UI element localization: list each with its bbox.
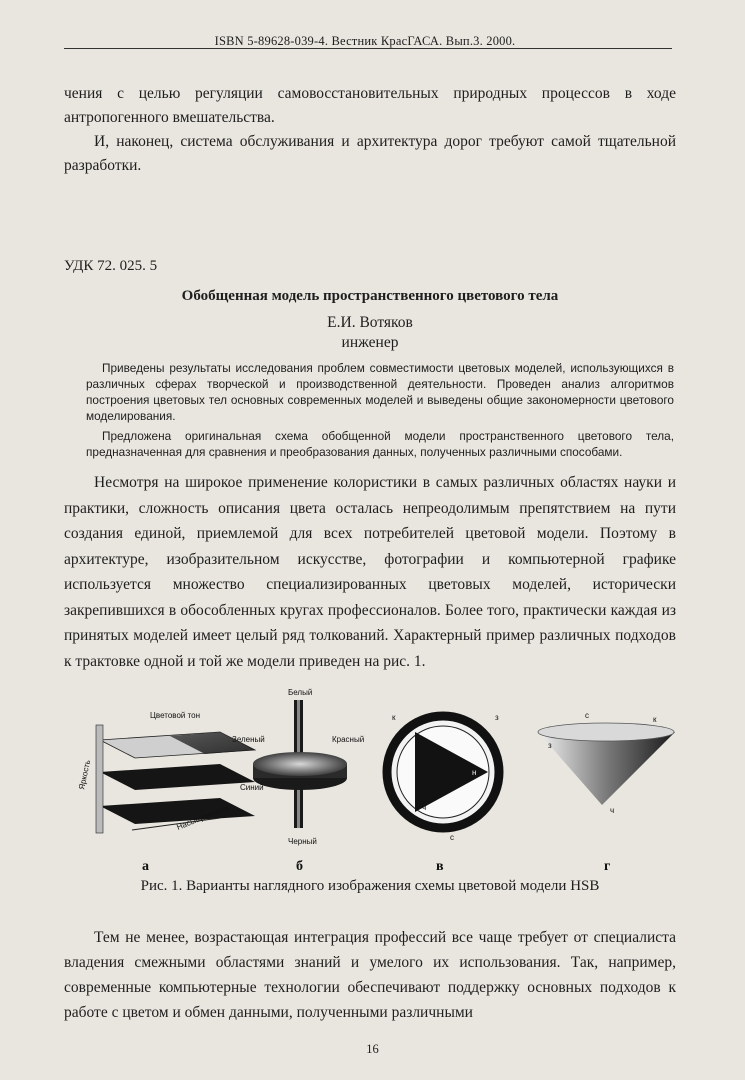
label-c-s: с: [450, 833, 454, 842]
label-d-s: с: [585, 711, 589, 720]
running-header: ISBN 5-89628-039-4. Вестник КрасГАСА. Вып.3. 2000.: [214, 34, 516, 48]
subfigure-d-label: г: [604, 859, 611, 874]
label-black: Черный: [288, 837, 317, 846]
label-c-k: к: [392, 713, 396, 722]
figure-c: [387, 713, 499, 874]
label-c-ch: ч: [422, 803, 427, 812]
subfigure-a-label: а: [142, 859, 149, 874]
author-name: Е.И. Вотяков: [327, 314, 413, 331]
figure-caption: Рис. 1. Варианты наглядного изображения схемы цветовой модели HSB: [140, 878, 600, 894]
figure-a: [77, 711, 255, 874]
body-paragraph: Несмотря на широкое применение колористики в самых различных областях науки и практики, сложность описания цвета осталась непреодолимым препятствием на пути создания единой, приемлемой для всех потребителей цветовой модели. Поэтому в архитектуре, изобразительном искусстве, фотографии и компьютерной графике используется множество специализированных цветовых моделей, исторически закрепившихся в обособленных кругах профессионалов. Более того, практически каждая из принятых моделей имеет целый ряд толкований. Характерный пример различных подходов к трактовке одной и той же модели приведен на рис. 1.: [64, 474, 676, 670]
header-rule: [64, 48, 672, 49]
label-c-n: н: [472, 768, 477, 777]
label-brightness: Яркость: [77, 759, 93, 791]
brightness-axis: [96, 725, 103, 833]
label-red: Красный: [332, 735, 365, 744]
label-green: Зеленый: [232, 735, 265, 744]
disk-top: [253, 752, 347, 776]
plane-bottom: [100, 798, 255, 824]
label-c-z: з: [495, 713, 499, 722]
udk-code: УДК 72. 025. 5: [64, 258, 158, 274]
label-d-ch: ч: [610, 806, 615, 815]
intro-paragraph-1: чения с целью регуляции самовосстановительных природных процессов в ходе антропогенного вмешательства.: [64, 85, 676, 126]
label-d-z: з: [548, 741, 552, 750]
author-role: инженер: [341, 334, 399, 351]
label-d-k: к: [653, 715, 657, 724]
page-number: 16: [366, 1042, 379, 1056]
label-blue: Синий: [240, 783, 264, 792]
plane-middle: [100, 764, 255, 790]
article-title: Обобщенная модель пространственного цветового тела: [181, 288, 559, 304]
figure-d: [538, 711, 675, 874]
subfigure-b-label: б: [296, 859, 303, 874]
abstract-paragraph-2: Предложена оригинальная схема обобщенной модели пространственного цветового тела, предназначенная для сравнения и преобразования данных, полученных различными способами.: [86, 429, 674, 459]
cone-top: [538, 723, 674, 741]
abstract-paragraph-1: Приведены результаты исследования проблем совместимости цветовых моделей, использующихся в различных сферах творческой и производственной деятельности. Проведен анализ алгоритмов построения цветовых тел основных современных моделей и выведены общие закономерности цветового моделирования.: [86, 361, 674, 423]
figure-hsb-models: [70, 680, 690, 880]
cone-body: [538, 732, 675, 805]
label-tone: Цветовой тон: [150, 711, 201, 720]
label-white: Белый: [288, 688, 313, 697]
subfigure-c-label: в: [436, 859, 444, 874]
intro-paragraph-2: И, наконец, система обслуживания и архитектура дорог требуют самой тщательной разработки.: [64, 133, 676, 174]
label-saturation: Насыщенность: [175, 802, 231, 832]
tail-paragraph: Тем не менее, возрастающая интеграция профессий все чаще требует от специалиста владения смежными областями знаний и умелого их использования. Так, например, современные компьютерные технологии обеспечивают поддержку основных подходов к работе с цветом и обмен данными, полученными различными: [64, 929, 676, 1021]
